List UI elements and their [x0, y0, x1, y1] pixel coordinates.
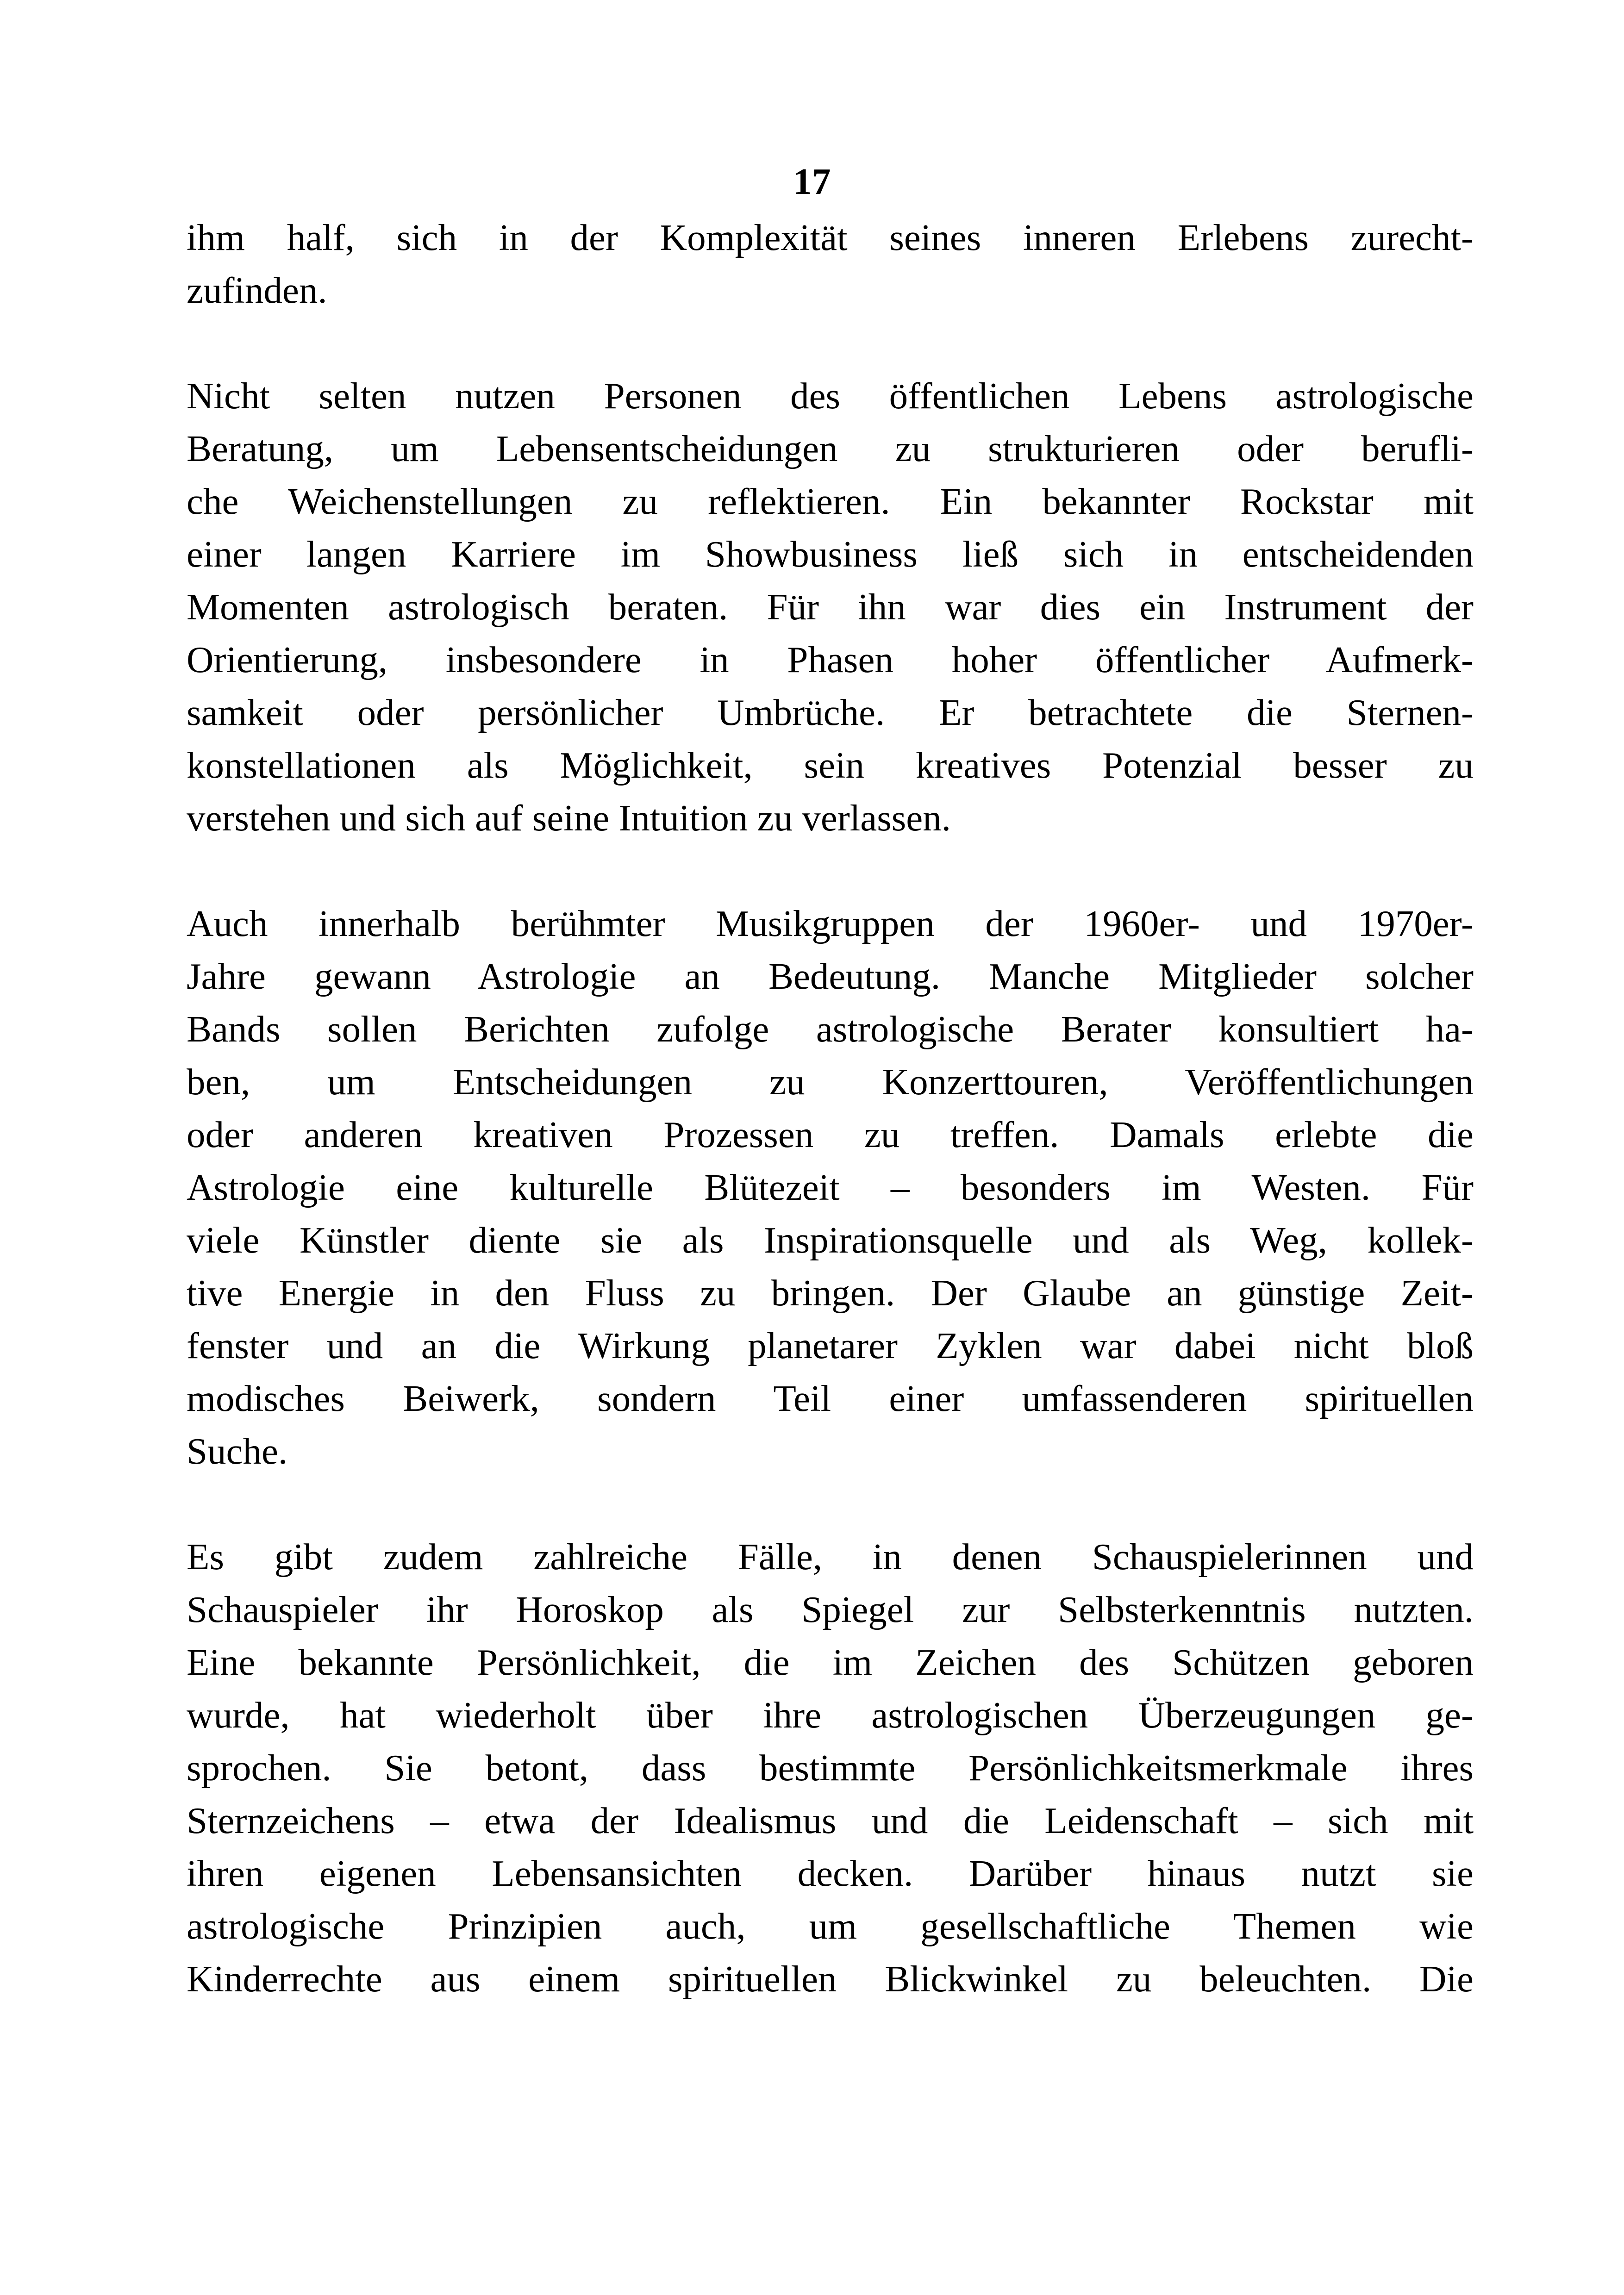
- text-line: Nicht selten nutzen Personen des öffentlichen Lebens astrologische: [187, 375, 1474, 417]
- text-line: verstehen und sich auf seine Intuition zu verlassen.: [187, 797, 951, 839]
- paragraph: [187, 897, 1474, 1478]
- text-line: Schauspieler ihr Horoskop als Spiegel zur Selbsterkenntnis nutzten.: [187, 1589, 1474, 1630]
- text-line: konstellationen als Möglichkeit, sein kreatives Potenzial besser zu: [187, 744, 1474, 786]
- text-line: Sternzeichens – etwa der Idealismus und die Leidenschaft – sich mit: [187, 1800, 1474, 1841]
- page-number: 17: [793, 161, 831, 202]
- text-line: Kinderrechte aus einem spirituellen Blickwinkel zu beleuchten. Die: [187, 1958, 1474, 2000]
- text-line: Eine bekannte Persönlichkeit, die im Zeichen des Schützen geboren: [187, 1641, 1474, 1683]
- text-line: oder anderen kreativen Prozessen zu treffen. Damals erlebte die: [187, 1114, 1474, 1155]
- text-line: astrologische Prinzipien auch, um gesellschaftliche Themen wie: [187, 1905, 1474, 1947]
- text-line: Suche.: [187, 1430, 288, 1472]
- text-line: Astrologie eine kulturelle Blütezeit – besonders im Westen. Für: [187, 1166, 1474, 1208]
- text-line: viele Künstler diente sie als Inspirationsquelle und als Weg, kollek-: [187, 1219, 1474, 1261]
- text-line: zufinden.: [187, 269, 327, 311]
- text-line: Jahre gewann Astrologie an Bedeutung. Manche Mitglieder solcher: [187, 955, 1474, 997]
- text-line: ihren eigenen Lebensansichten decken. Darüber hinaus nutzt sie: [187, 1852, 1474, 1894]
- text-line: che Weichenstellungen zu reflektieren. Ein bekannter Rockstar mit: [187, 480, 1474, 522]
- text-line: modisches Beiwerk, sondern Teil einer umfassenderen spirituellen: [187, 1378, 1474, 1419]
- text-line: tive Energie in den Fluss zu bringen. Der Glaube an günstige Zeit-: [187, 1272, 1474, 1314]
- text-line: wurde, hat wiederholt über ihre astrologischen Überzeugungen ge-: [187, 1694, 1474, 1736]
- text-line: ihm half, sich in der Komplexität seines inneren Erlebens zurecht-: [187, 217, 1474, 258]
- text-line: einer langen Karriere im Showbusiness ließ sich in entscheidenden: [187, 533, 1474, 575]
- paragraph: [187, 1530, 1474, 2005]
- text-line: sprochen. Sie betont, dass bestimmte Persönlichkeitsmerkmale ihres: [187, 1747, 1474, 1789]
- text-line: Momenten astrologisch beraten. Für ihn war dies ein Instrument der: [187, 586, 1474, 628]
- text-line: samkeit oder persönlicher Umbrüche. Er betrachtete die Sternen-: [187, 692, 1474, 733]
- text-line: ben, um Entscheidungen zu Konzerttouren, Veröffentlichungen: [187, 1061, 1474, 1103]
- text-line: Beratung, um Lebensentscheidungen zu strukturieren oder berufli-: [187, 428, 1474, 469]
- text-line: Es gibt zudem zahlreiche Fälle, in denen Schauspielerinnen und: [187, 1536, 1474, 1578]
- text-line: Auch innerhalb berühmter Musikgruppen der 1960er- und 1970er-: [187, 903, 1474, 944]
- text-line: fenster und an die Wirkung planetarer Zyklen war dabei nicht bloß: [187, 1325, 1474, 1366]
- paragraph: [187, 369, 1474, 844]
- text-line: Bands sollen Berichten zufolge astrologische Berater konsultiert ha-: [187, 1008, 1474, 1050]
- paragraph: [187, 211, 1474, 317]
- text-line: Orientierung, insbesondere in Phasen hoher öffentlicher Aufmerk-: [187, 639, 1474, 680]
